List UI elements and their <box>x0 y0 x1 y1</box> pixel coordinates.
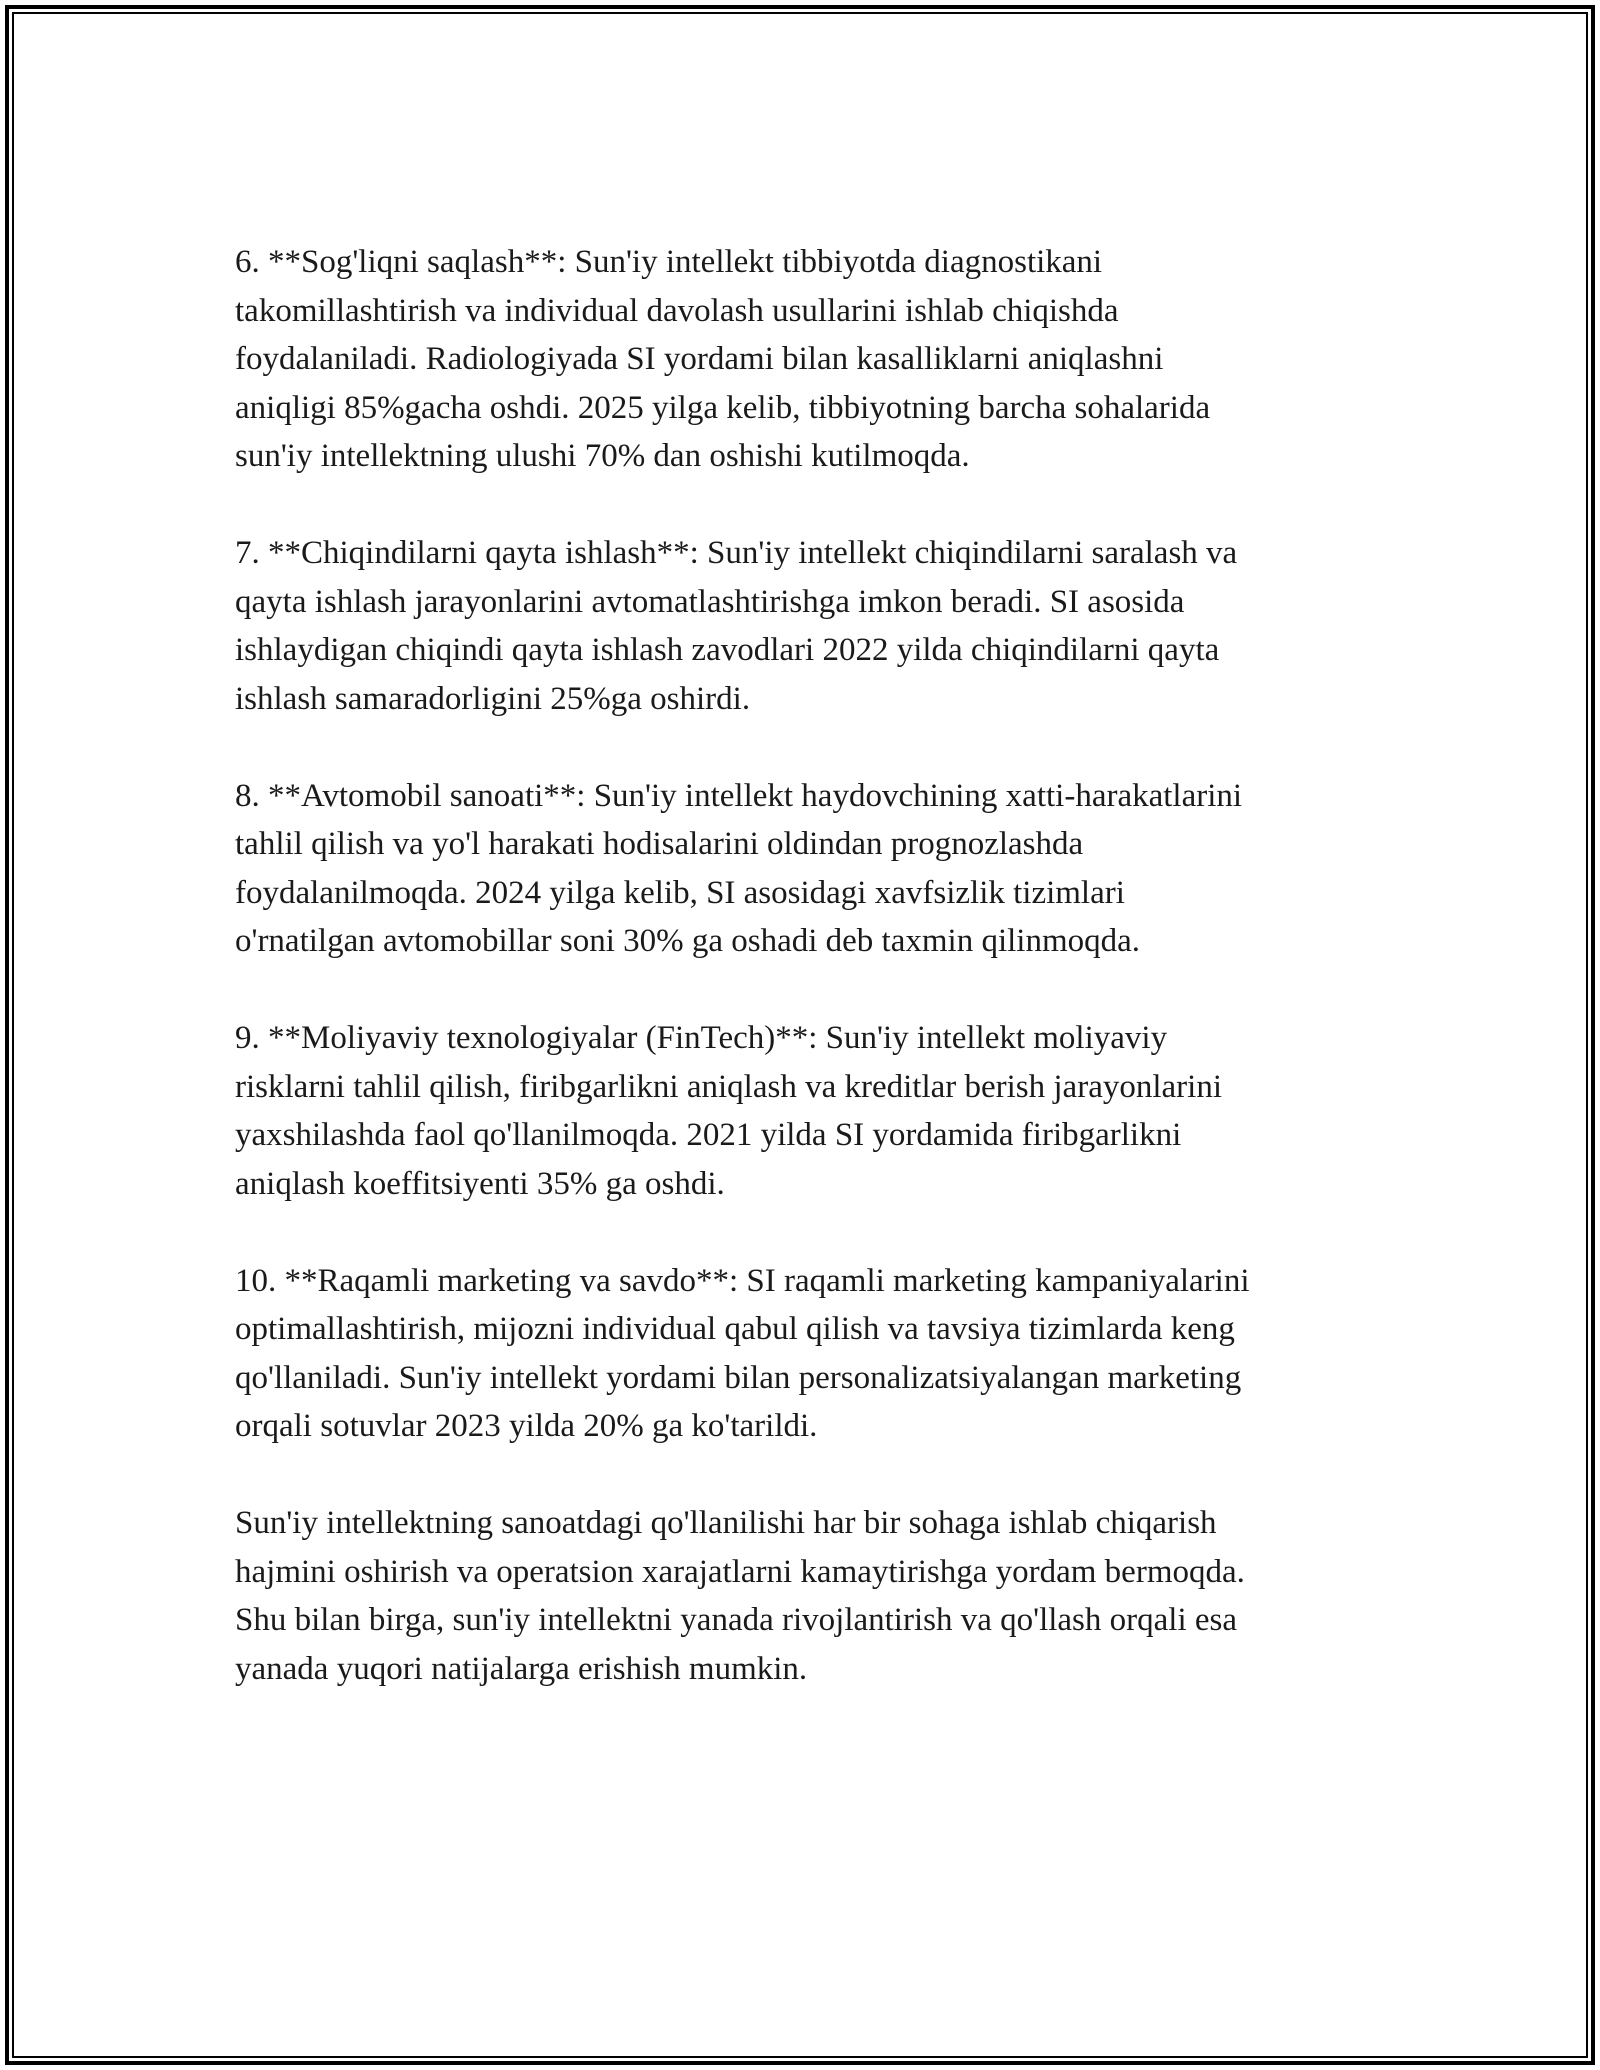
text-line: 6. **Sog'liqni saqlash**: Sun'iy intellekt tibbiyotda diagnostikani <box>235 244 1103 280</box>
text-line: hajmini oshirish va operatsion xarajatlarni kamaytirishga yordam bermoqda. <box>235 1553 1245 1590</box>
text-line: 10. **Raqamli marketing va savdo**: SI raqamli marketing kampaniyalarini <box>235 1262 1250 1299</box>
text-line: yanada yuqori natijalarga erishish mumkin. <box>235 1650 808 1687</box>
text-line: ishlash samaradorligini 25%ga oshirdi. <box>235 680 751 717</box>
paragraph-healthcare <box>235 238 1375 481</box>
text-line: 8. **Avtomobil sanoati**: Sun'iy intellekt haydovchining xatti-harakatlarini <box>235 777 1243 814</box>
text-line: tahlil qilish va yo'l harakati hodisalarini oldindan prognozlashda <box>235 826 1084 862</box>
paragraph-fintech <box>235 1014 1375 1208</box>
paragraph-automotive <box>235 772 1375 966</box>
text-line: takomillashtirish va individual davolash usullarini ishlab chiqishda <box>235 292 1119 329</box>
text-line: sun'iy intellektning ulushi 70% dan oshishi kutilmoqda. <box>235 438 970 474</box>
text-line: 9. **Moliyaviy texnologiyalar (FinTech)**: Sun'iy intellekt moliyaviy <box>235 1020 1168 1056</box>
text-line: risklarni tahlil qilish, firibgarlikni aniqlash va kreditlar berish jarayonlarini <box>235 1068 1222 1105</box>
text-line: aniqlash koeffitsiyenti 35% ga oshdi. <box>235 1165 725 1202</box>
text-line: optimallashtirish, mijozni individual qabul qilish va tavsiya tizimlarda keng <box>235 1311 1235 1347</box>
text-line: ishlaydigan chiqindi qayta ishlash zavodlari 2022 yilda chiqindilarni qayta <box>235 632 1220 668</box>
text-line: o'rnatilgan avtomobillar soni 30% ga oshadi deb taxmin qilinmoqda. <box>235 923 1141 959</box>
text-line: qo'llaniladi. Sun'iy intellekt yordami bilan personalizatsiyalangan marketing <box>235 1359 1242 1396</box>
document-body <box>235 238 1375 1693</box>
text-line: foydalaniladi. Radiologiyada SI yordami bilan kasalliklarni aniqlashni <box>235 341 1164 377</box>
text-line: orqali sotuvlar 2023 yilda 20% ga ko'tarildi. <box>235 1408 818 1444</box>
text-line: aniqligi 85%gacha oshdi. 2025 yilga kelib, tibbiyotning barcha sohalarida <box>235 389 1211 426</box>
text-line: foydalanilmoqda. 2024 yilga kelib, SI asosidagi xavfsizlik tizimlari <box>235 874 1125 911</box>
paragraph-digital-marketing <box>235 1257 1375 1451</box>
text-line: Sun'iy intellektning sanoatdagi qo'llanilishi har bir sohaga ishlab chiqarish <box>235 1505 1217 1541</box>
text-line: qayta ishlash jarayonlarini avtomatlashtirishga imkon beradi. SI asosida <box>235 583 1185 620</box>
text-line: 7. **Chiqindilarni qayta ishlash**: Sun'iy intellekt chiqindilarni saralash va <box>235 535 1238 571</box>
paragraph-waste-recycling <box>235 529 1375 723</box>
paragraph-conclusion <box>235 1499 1375 1693</box>
text-line: Shu bilan birga, sun'iy intellektni yanada rivojlantirish va qo'llash orqali esa <box>235 1602 1238 1638</box>
text-line: yaxshilashda faol qo'llanilmoqda. 2021 yilda SI yordamida firibgarlikni <box>235 1117 1182 1153</box>
